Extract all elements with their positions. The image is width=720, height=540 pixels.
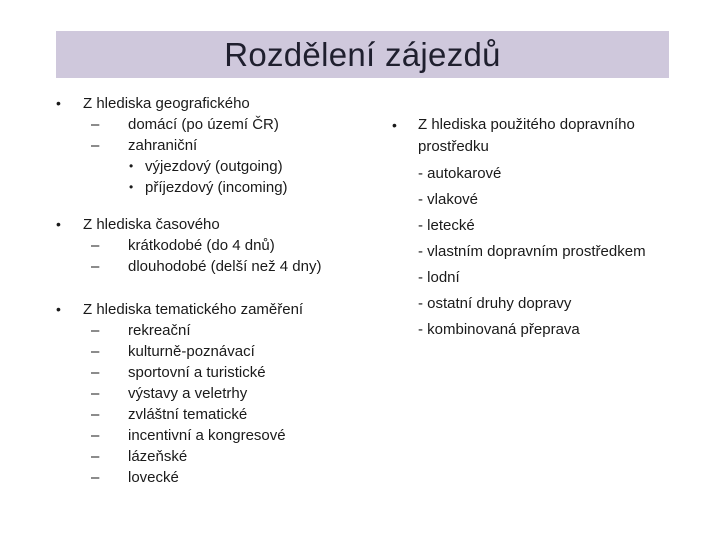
page-title: Rozdělení zájezdů: [224, 35, 501, 73]
list-item-label: krátkodobé (do 4 dnů): [128, 237, 275, 254]
list-item: [52, 446, 382, 467]
list-item-label: kulturně-poznávací: [128, 343, 255, 360]
list-item: [52, 256, 382, 277]
list-item-label: sportovní a turistické: [128, 364, 266, 381]
list-item-label: výstavy a veletrhy: [128, 385, 248, 402]
right-column: [386, 114, 706, 343]
dash-marker: –: [91, 116, 100, 133]
list-item: [52, 467, 382, 488]
list-item: - ostatní druhy dopravy: [418, 295, 572, 312]
bullet: •: [392, 117, 397, 133]
list-item-label: zahraniční: [128, 137, 198, 154]
list-item: - autokarové: [418, 165, 502, 182]
dash-marker: –: [91, 137, 100, 154]
section-heading: Z hlediska tematického zaměření: [83, 301, 304, 318]
dash-marker: –: [91, 448, 100, 465]
list-item-label: rekreační: [128, 322, 191, 339]
list-item: [52, 320, 382, 341]
bullet: •: [129, 180, 134, 194]
section-heading: Z hlediska použitého dopravního prostředku: [418, 116, 635, 155]
bullet: •: [56, 301, 61, 317]
list-item: [52, 114, 382, 135]
list-item: - vlastním dopravním prostředkem: [418, 243, 646, 260]
title-banner: [56, 31, 669, 78]
list-item: - kombinovaná přeprava: [418, 321, 580, 338]
list-item-label: dlouhodobé (delší než 4 dny): [128, 258, 322, 275]
list-item-label: lázeňské: [128, 448, 188, 465]
sub-list-item: [52, 156, 382, 177]
section-thematic: [52, 299, 382, 488]
list-item: [52, 404, 382, 425]
dash-marker: –: [91, 469, 100, 486]
list-item: [52, 235, 382, 256]
bullet: •: [56, 216, 61, 232]
list-item: [52, 341, 382, 362]
dash-marker: –: [91, 258, 100, 275]
dash-marker: –: [91, 237, 100, 254]
list-item: - vlakové: [418, 191, 479, 208]
list-item: - letecké: [418, 217, 475, 234]
bullet: •: [56, 95, 61, 111]
dash-marker: –: [91, 385, 100, 402]
dash-marker: –: [91, 343, 100, 360]
dash-marker: –: [91, 406, 100, 423]
section-heading: Z hlediska časového: [83, 216, 220, 233]
dash-marker: –: [91, 322, 100, 339]
list-item-label: lovecké: [128, 469, 179, 486]
dash-marker: –: [91, 364, 100, 381]
section-temporal: [52, 214, 382, 277]
section-transport: [386, 114, 706, 343]
list-item: [52, 383, 382, 404]
sub-list-item: [52, 177, 382, 198]
section-heading: Z hlediska geografického: [83, 95, 250, 112]
section-geographic: [52, 93, 382, 198]
list-item-label: zvláštní tematické: [128, 406, 248, 423]
sub-list-item-label: příjezdový (incoming): [145, 179, 288, 196]
list-item: [52, 135, 382, 156]
list-item: [52, 425, 382, 446]
left-column: [52, 93, 382, 488]
bullet: •: [129, 159, 134, 173]
list-item: [52, 362, 382, 383]
dash-marker: –: [91, 427, 100, 444]
list-item: - lodní: [418, 269, 460, 286]
sub-list-item-label: výjezdový (outgoing): [145, 158, 283, 175]
list-item-label: incentivní a kongresové: [128, 427, 286, 444]
list-item-label: domácí (po území ČR): [128, 116, 279, 133]
